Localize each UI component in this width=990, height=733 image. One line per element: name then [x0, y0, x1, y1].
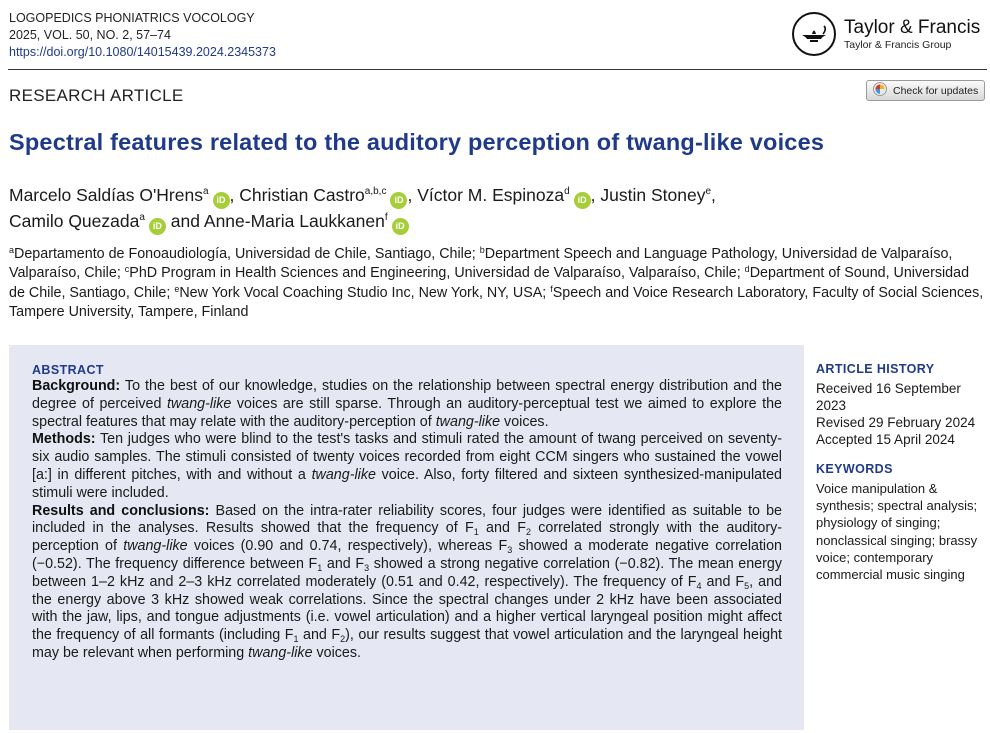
- abstract-text: and F: [701, 573, 745, 590]
- abstract-emph: twang-like: [435, 413, 501, 430]
- crossmark-icon: [873, 82, 887, 99]
- article-history-heading: ARTICLE HISTORY: [816, 362, 935, 376]
- affiliation: Department of Sound, Universidad de Chile, Santiago, Chile;: [9, 265, 970, 301]
- subscript: 2: [525, 527, 531, 538]
- lamp-emblem-icon: [792, 12, 836, 56]
- subscript: 1: [473, 527, 479, 538]
- header-divider: [8, 69, 987, 70]
- author-separator: ,: [229, 185, 235, 205]
- abstract-methods: [32, 431, 782, 502]
- abstract-text: voices.: [312, 644, 361, 661]
- keywords-heading: KEYWORDS: [816, 462, 893, 476]
- abstract-emph: twang-like: [166, 395, 232, 412]
- abstract-box: [9, 345, 804, 730]
- keywords-list: Voice manipulation & synthesis; spectral analysis; physiology of singing; nonclassical singing; brassy voice; contemporary commercial music singing: [816, 481, 978, 583]
- revised-date: Revised 29 February 2024: [816, 415, 976, 430]
- orcid-icon[interactable]: iD: [392, 218, 409, 235]
- affiliation-mark: c: [124, 264, 130, 275]
- author-separator: and: [170, 211, 200, 231]
- abstract-text: voices (0.90 and 0.74, respectively), whereas F: [187, 538, 508, 555]
- affiliation-mark: e: [174, 283, 180, 294]
- doi-link[interactable]: https://doi.org/10.1080/14015439.2024.2345373: [9, 45, 276, 59]
- abstract-background: [32, 378, 782, 431]
- check-for-updates-button[interactable]: [866, 80, 985, 101]
- orcid-icon[interactable]: iD: [390, 192, 407, 209]
- author-name[interactable]: Anne-Maria Laukkanen: [203, 211, 385, 231]
- author-name[interactable]: Christian Castro: [239, 185, 365, 205]
- abstract-heading: ABSTRACT: [32, 363, 104, 377]
- abstract-text: , and the energy above 3 kHz showed weak correlations. Since the spectral changes under 2 kHz have been associated with the jaw, lips, and tongue adjustments (i.e. vowel articulation) and a higher vertical laryngeal position might affect the frequency of all formants (including F: [32, 573, 783, 644]
- received-date: Received 16 September 2023: [816, 381, 961, 413]
- affiliation-mark: a: [9, 245, 15, 255]
- abstract-text: voices.: [500, 413, 549, 430]
- affiliation: PhD Program in Health Sciences and Engineering, Universidad de Valparaíso, Valparaíso, Chile;: [129, 265, 741, 282]
- publisher-name: Taylor & Francis: [844, 16, 981, 38]
- article-type: RESEARCH ARTICLE: [9, 86, 184, 105]
- abstract-emph: twang-like: [123, 538, 188, 555]
- abstract-text: correlated strongly with the auditory-perception of: [32, 520, 783, 555]
- affiliation-mark: d: [744, 264, 750, 275]
- author-name[interactable]: Camilo Quezada: [9, 211, 140, 231]
- article-sidebar: [816, 362, 984, 583]
- affiliation: Speech and Voice Research Laboratory, Faculty of Social Sciences, Tampere University, Tampere, Finland: [9, 284, 984, 320]
- abstract-text: and F: [322, 555, 365, 572]
- orcid-icon[interactable]: iD: [149, 218, 166, 235]
- abstract-text: ), our results suggest that vowel articulation and the laryngeal height may be relevant when performing: [32, 627, 783, 661]
- abstract-text: and F: [298, 627, 341, 644]
- subscript: 3: [364, 562, 370, 573]
- author-affiliation-mark: d: [564, 186, 570, 197]
- affiliation-mark: b: [479, 245, 485, 255]
- author-list: [9, 183, 979, 235]
- author-name[interactable]: Víctor M. Espinoza: [417, 185, 565, 205]
- author-affiliation-mark: e: [705, 186, 712, 197]
- author-name[interactable]: Marcelo Saldías O'Hrens: [9, 185, 203, 205]
- abstract-text: voice. Also, forty filtered and sixteen synthesized-manipulated stimuli were included.: [32, 466, 782, 501]
- subscript: 3: [507, 545, 513, 556]
- affiliation: New York Vocal Coaching Studio Inc, New York, NY, USA;: [179, 284, 547, 301]
- section-label: Background:: [32, 378, 121, 394]
- affiliations: [9, 245, 987, 322]
- subscript: 1: [317, 562, 323, 573]
- author-affiliation-mark: f: [384, 212, 388, 223]
- author-separator: ,: [407, 185, 413, 205]
- author-separator: ,: [711, 185, 716, 205]
- subscript: 5: [744, 580, 750, 591]
- section-label: Results and conclusions:: [32, 502, 210, 519]
- publisher-group: Taylor & Francis Group: [844, 38, 952, 51]
- affiliation: Department Speech and Language Pathology, Universidad de Valparaíso, Valparaíso, Chile;: [9, 246, 953, 282]
- journal-header: [9, 10, 276, 61]
- publisher-logo[interactable]: [792, 12, 980, 56]
- accepted-date: Accepted 15 April 2024: [816, 432, 955, 447]
- subscript: 1: [293, 634, 299, 645]
- author-affiliation-mark: a,b,c: [364, 186, 387, 197]
- author-affiliation-mark: a: [202, 186, 209, 197]
- journal-name: LOGOPEDICS PHONIATRICS VOCOLOGY: [9, 11, 255, 25]
- abstract-text: Ten judges who were blind to the test's tasks and stimuli rated the amount of twang perceived on seventy-six audio samples. The stimuli consisted of twenty voices recorded from eight CCM singers who sustained the vowel [a:] in different pitches, with and without a: [32, 431, 782, 483]
- abstract-text: showed a moderate negative correlation (−0.52). The frequency difference between F: [32, 538, 783, 572]
- author-separator: ,: [590, 185, 596, 205]
- subscript: 2: [340, 634, 346, 645]
- abstract-results: [32, 503, 782, 663]
- article-title: Spectral features related to the auditory perception of twang-like voices: [9, 129, 825, 155]
- abstract-text: Based on the intra-rater reliability scores, four judges were identified as suitable to be included in the analyses. Results showed that the frequency of F: [32, 502, 782, 537]
- abstract-text: showed a strong negative correlation (−0.82). The mean energy between 1–2 kHz and 2–3 kHz correlated moderately (0.51 and 0.42, respectively). The frequency of F: [32, 555, 782, 590]
- abstract-text: voices are still sparse. Through an auditory-perceptual test we aimed to explore the spectral features that may relate with the auditory-perception of: [32, 395, 782, 430]
- orcid-icon[interactable]: iD: [213, 192, 230, 209]
- abstract-text: and F: [478, 520, 526, 537]
- section-label: Methods:: [32, 431, 96, 448]
- abstract-text: To the best of our knowledge, studies on the relationship between spectral energy distribution and the degree of perceived: [32, 378, 782, 412]
- affiliation: Departamento de Fonoaudiología, Universidad de Chile, Santiago, Chile;: [14, 246, 476, 262]
- check-for-updates-label: Check for updates: [893, 84, 979, 97]
- subscript: 4: [696, 580, 702, 591]
- abstract-emph: twang-like: [311, 466, 376, 483]
- orcid-icon[interactable]: iD: [574, 192, 591, 209]
- abstract-emph: twang-like: [248, 644, 313, 661]
- journal-issue: 2025, VOL. 50, NO. 2, 57–74: [9, 28, 171, 42]
- author-affiliation-mark: a: [139, 212, 145, 223]
- affiliation-mark: f: [550, 283, 553, 294]
- author-name[interactable]: Justin Stoney: [600, 185, 706, 205]
